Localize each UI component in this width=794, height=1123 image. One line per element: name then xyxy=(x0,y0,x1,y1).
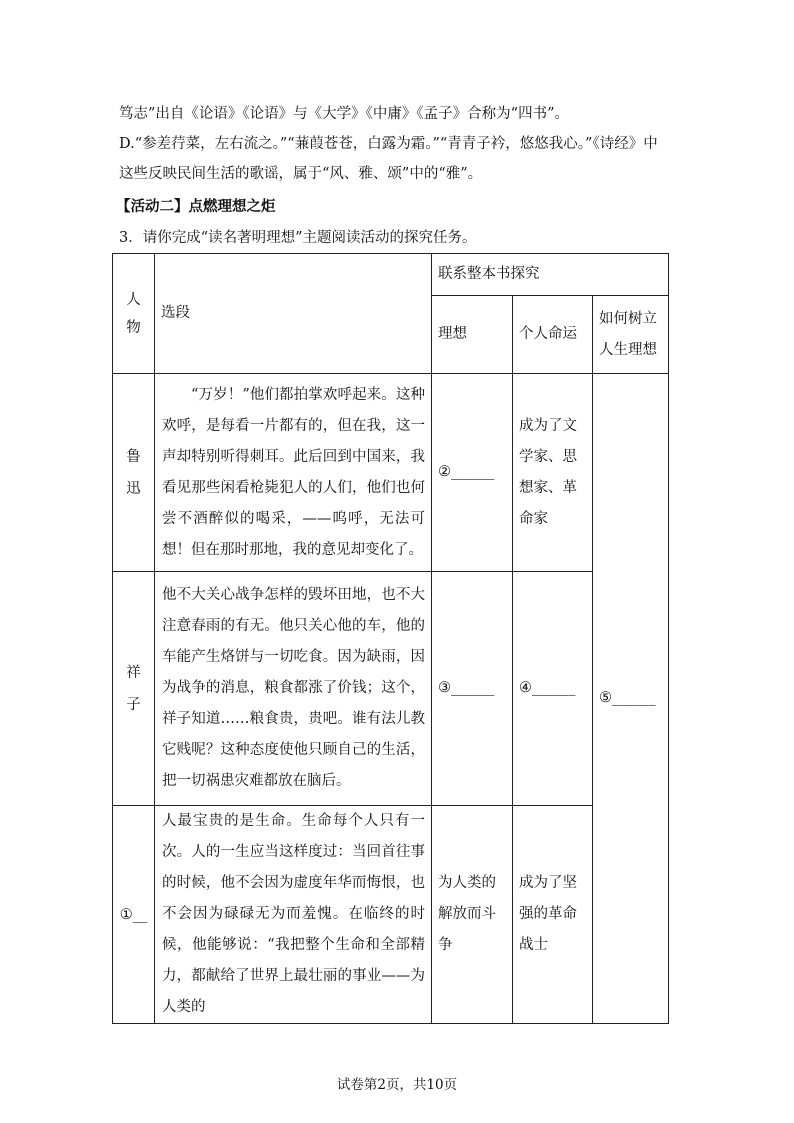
answer-blank-3[interactable]: ③______ xyxy=(432,572,513,806)
header-how: 如何树立人生理想 xyxy=(593,296,669,374)
row-ideal: 为人类的解放而斗争 xyxy=(432,806,513,1024)
answer-blank-5[interactable]: ⑤______ xyxy=(593,374,669,1024)
text-line-1: 笃志”出自《论语》《论语》与《大学》《中庸》《孟子》合称为“四书”。 xyxy=(119,106,569,122)
table-row xyxy=(113,374,669,572)
answer-blank-4[interactable]: ④______ xyxy=(513,572,593,806)
row-character: 鲁迅 xyxy=(113,374,155,572)
question-prompt: 3．请你完成“读名著明理想”主题阅读活动的探究任务。 xyxy=(119,230,477,246)
header-group: 联系整本书探究 xyxy=(432,254,669,296)
answer-blank-1[interactable]: ①__ xyxy=(113,806,155,1024)
exploration-table xyxy=(112,253,669,1024)
table-row xyxy=(113,572,669,806)
row-excerpt: 他不大关心战争怎样的毁坏田地，也不大注意春雨的有无。他只关心他的车，他的车能产生烙饼与一切吃食。因为缺雨，因为战争的消息，粮食都涨了价钱；这个，祥子知道……粮食贵，贵吧。谁有法儿教它贱呢？这种态度使他只顾自己的生活，把一切祸患灾难都放在脑后。 xyxy=(155,572,432,806)
row-excerpt: 人最宝贵的是生命。生命每个人只有一次。人的一生应当这样度过：当回首往事的时候，他不会因为虚度年华而悔恨，也不会因为碌碌无为而羞愧。在临终的时候，他能够说：“我把整个生命和全部精力，都献给了世界上最壮丽的事业——为人类的 xyxy=(155,806,432,1024)
text-line-3: 这些反映民间生活的歌谣，属于“风、雅、颂”中的“雅”。 xyxy=(119,166,483,182)
row-character: 祥子 xyxy=(113,572,155,806)
row-fate: 成为了坚强的革命战士 xyxy=(513,806,593,1024)
page-footer: 试卷第2页，共10页 xyxy=(336,1077,458,1093)
header-fate: 个人命运 xyxy=(513,296,593,374)
section-heading: 【活动二】点燃理想之炬 xyxy=(116,198,276,215)
text-line-2: D.“参差荇菜，左右流之。”“蒹葭苍苍，白露为霜。”“青青子衿，悠悠我心。”《诗经》中 xyxy=(119,136,658,152)
row-fate: 成为了文学家、思想家、革命家 xyxy=(513,374,593,572)
header-ideal: 理想 xyxy=(432,296,513,374)
row-excerpt: “万岁！”他们都拍掌欢呼起来。这种欢呼，是每看一片都有的，但在我，这一声却特别听得刺耳。此后回到中国来，我看见那些闲看枪毙犯人的人们，他们也何尝不酒醉似的喝采，——呜呼，无法可想！但在那时那地，我的意见却变化了。 xyxy=(155,374,432,572)
header-excerpt: 选段 xyxy=(155,254,432,374)
answer-blank-2[interactable]: ②______ xyxy=(432,374,513,572)
header-character: 人物 xyxy=(113,254,155,374)
table-row xyxy=(113,806,669,1024)
